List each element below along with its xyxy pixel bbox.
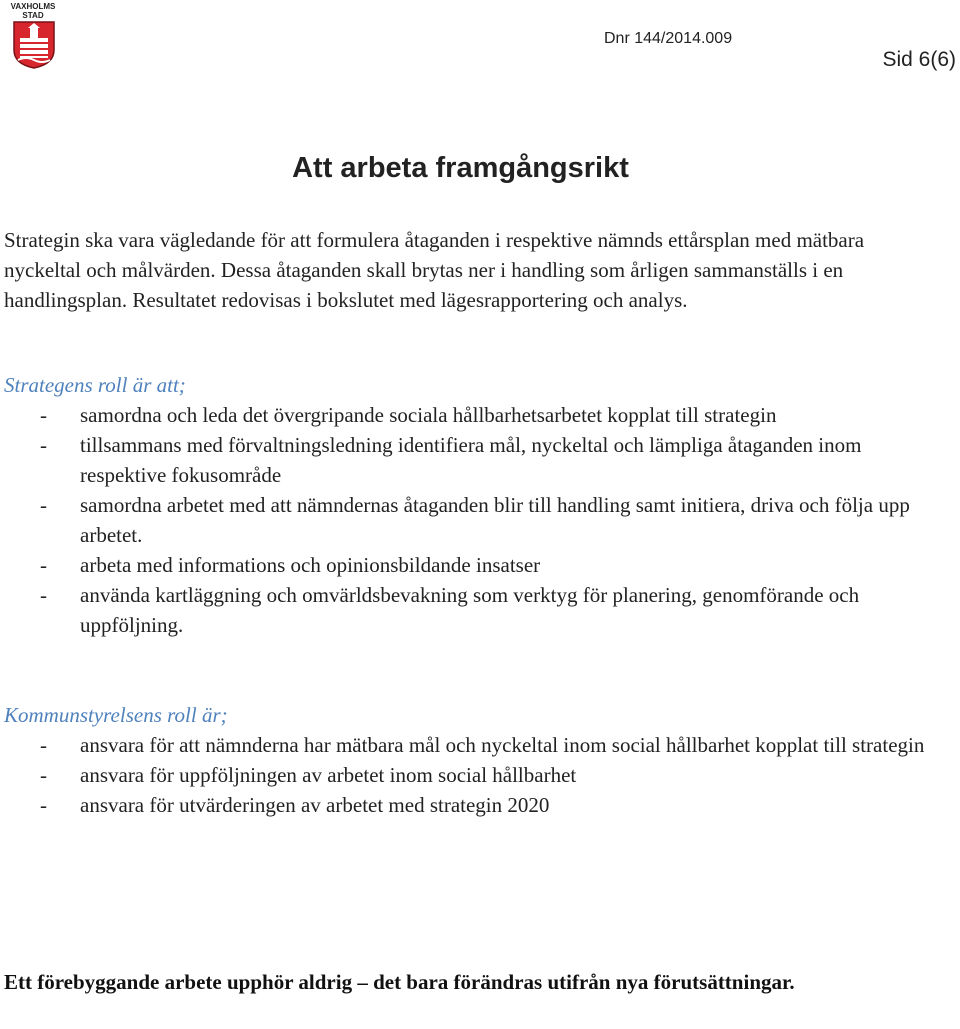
strategist-role-heading: Strategens roll är att; — [4, 373, 186, 397]
list-marker: - — [40, 433, 47, 457]
list-marker: - — [40, 493, 47, 517]
list-item-text: ansvara för uppföljningen av arbetet inom social hållbarhet — [80, 763, 577, 787]
coat-of-arms-icon — [12, 20, 56, 70]
municipality-logo — [8, 2, 62, 72]
document-number: Dnr 144/2014.009 — [604, 30, 733, 47]
list-marker: - — [40, 763, 47, 787]
intro-paragraph: Strategin ska vara vägledande för att formulera åtaganden i respektive nämnds ettårsplan med mätbara nyckeltal och målvärden. Dessa åtaganden skall brytas ner i handling som årligen sammanställs i en handlingsplan. Resultatet redovisas i bokslutet med lägesrapportering och analys. — [4, 228, 865, 312]
list-item — [4, 430, 934, 490]
list-item-text: ansvara för utvärderingen av arbetet med strategin 2020 — [80, 793, 550, 817]
list-item — [4, 550, 934, 580]
list-item-text: samordna arbetet med att nämndernas åtaganden blir till handling samt initiera, driva och följa upp arbetet. — [80, 493, 910, 547]
board-role-list — [4, 730, 934, 820]
closing-statement: Ett förebyggande arbete upphör aldrig – det bara förändras utifrån nya förutsättningar. — [4, 970, 795, 994]
list-item — [4, 730, 934, 760]
list-item-text: tillsammans med förvaltningsledning identifiera mål, nyckeltal och lämpliga åtaganden inom respektive fokusområde — [80, 433, 862, 487]
board-role-heading: Kommunstyrelsens roll är; — [4, 703, 228, 727]
list-item — [4, 790, 934, 820]
logo-text-line2: STAD — [22, 11, 44, 20]
list-item — [4, 400, 934, 430]
list-item — [4, 760, 934, 790]
list-item-text: använda kartläggning och omvärldsbevakning som verktyg för planering, genomförande och uppföljning. — [80, 583, 860, 637]
list-marker: - — [40, 733, 47, 757]
list-item-text: ansvara för att nämnderna har mätbara mål och nyckeltal inom social hållbarhet kopplat till strategin — [80, 733, 925, 757]
list-marker: - — [40, 403, 47, 427]
list-item-text: arbeta med informations och opinionsbildande insatser — [80, 553, 541, 577]
strategist-role-list — [4, 400, 934, 640]
list-item — [4, 580, 934, 640]
list-item — [4, 490, 934, 550]
list-marker: - — [40, 553, 47, 577]
page-title: Att arbeta framgångsrikt — [292, 152, 629, 184]
page-number: Sid 6(6) — [882, 48, 956, 71]
logo-text — [8, 2, 58, 20]
list-marker: - — [40, 793, 47, 817]
logo-text-line1: VAXHOLMS — [10, 2, 56, 11]
list-marker: - — [40, 583, 47, 607]
list-item-text: samordna och leda det övergripande sociala hållbarhetsarbetet kopplat till strategin — [80, 403, 777, 427]
